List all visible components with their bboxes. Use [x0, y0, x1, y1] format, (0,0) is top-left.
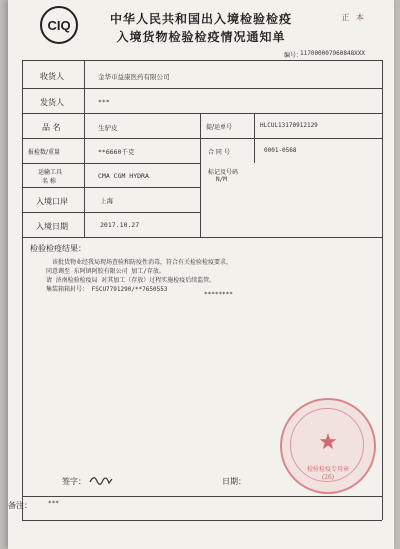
result-line3: 请 济南检验检疫局 对其加工（存放）过程实施检疫后续监管。: [46, 277, 216, 284]
result-label: 检验检疫结果：: [30, 244, 86, 253]
product-label: 品 名: [42, 123, 61, 132]
seal-number: (26): [321, 474, 335, 481]
signature-label: 签字：: [62, 477, 86, 486]
contract-label: 合 同 号: [208, 149, 230, 156]
marks-value: N/M: [216, 176, 227, 183]
number-label: 编号：: [284, 52, 303, 59]
sign-date-label: 日期：: [222, 477, 246, 486]
product-value: 生驴皮: [98, 124, 118, 132]
original-copy-mark: 正 本: [341, 13, 366, 22]
marks-label: 标记及号码: [208, 169, 239, 176]
result-separator: ********: [204, 291, 233, 298]
seal-star-icon: ★: [318, 430, 338, 455]
transport-value: CMA CGM HYDRA: [98, 172, 149, 180]
entry-date-value: 2017.10.27: [100, 221, 140, 229]
quantity-label: 报检数/重量: [28, 149, 61, 156]
ciq-logo: CIQ: [40, 6, 78, 44]
remarks-value: ***: [48, 500, 59, 507]
consignee-value: 金华市益康医药有限公司: [98, 73, 170, 81]
port-value: 上海: [100, 197, 113, 205]
port-label: 入境口岸: [36, 197, 68, 206]
result-line1: 该批货物业经我局现场查验和防疫性消毒，符合有关检验检疫要求，: [52, 259, 233, 266]
contract-value: 0001-0568: [264, 147, 297, 154]
document-title-line1: 中华人民共和国出入境检验检疫: [109, 12, 292, 26]
seal-text: 检验检疫专用章: [306, 466, 349, 473]
document-title-line2: 入境货物检验检疫情况通知单: [116, 30, 286, 44]
official-seal: [280, 398, 376, 494]
notice-document: [8, 0, 394, 549]
consignor-label: 发货人: [40, 98, 64, 107]
consignor-value: ***: [98, 98, 110, 106]
transport-label-line1: 运输工具: [38, 169, 63, 176]
handwritten-signature: [88, 472, 114, 488]
transport-label-line2: 名 称: [42, 178, 56, 185]
quantity-value: **6660千克: [98, 148, 135, 156]
result-line2: 同意调至 东阿镇阿胶有限公司 加工/存放。: [46, 268, 165, 275]
bl-value: HLCUL13170912129: [260, 122, 318, 129]
entry-date-label: 入境日期: [36, 222, 68, 231]
number-value: 117000007960848XXX: [300, 50, 366, 57]
bl-label: 提/运单号: [206, 124, 233, 131]
remarks-label: 备注：: [8, 501, 32, 510]
consignee-label: 收货人: [40, 72, 64, 81]
result-line4: 集装箱箱封号： FSCU7791290/**7650553: [46, 286, 168, 293]
